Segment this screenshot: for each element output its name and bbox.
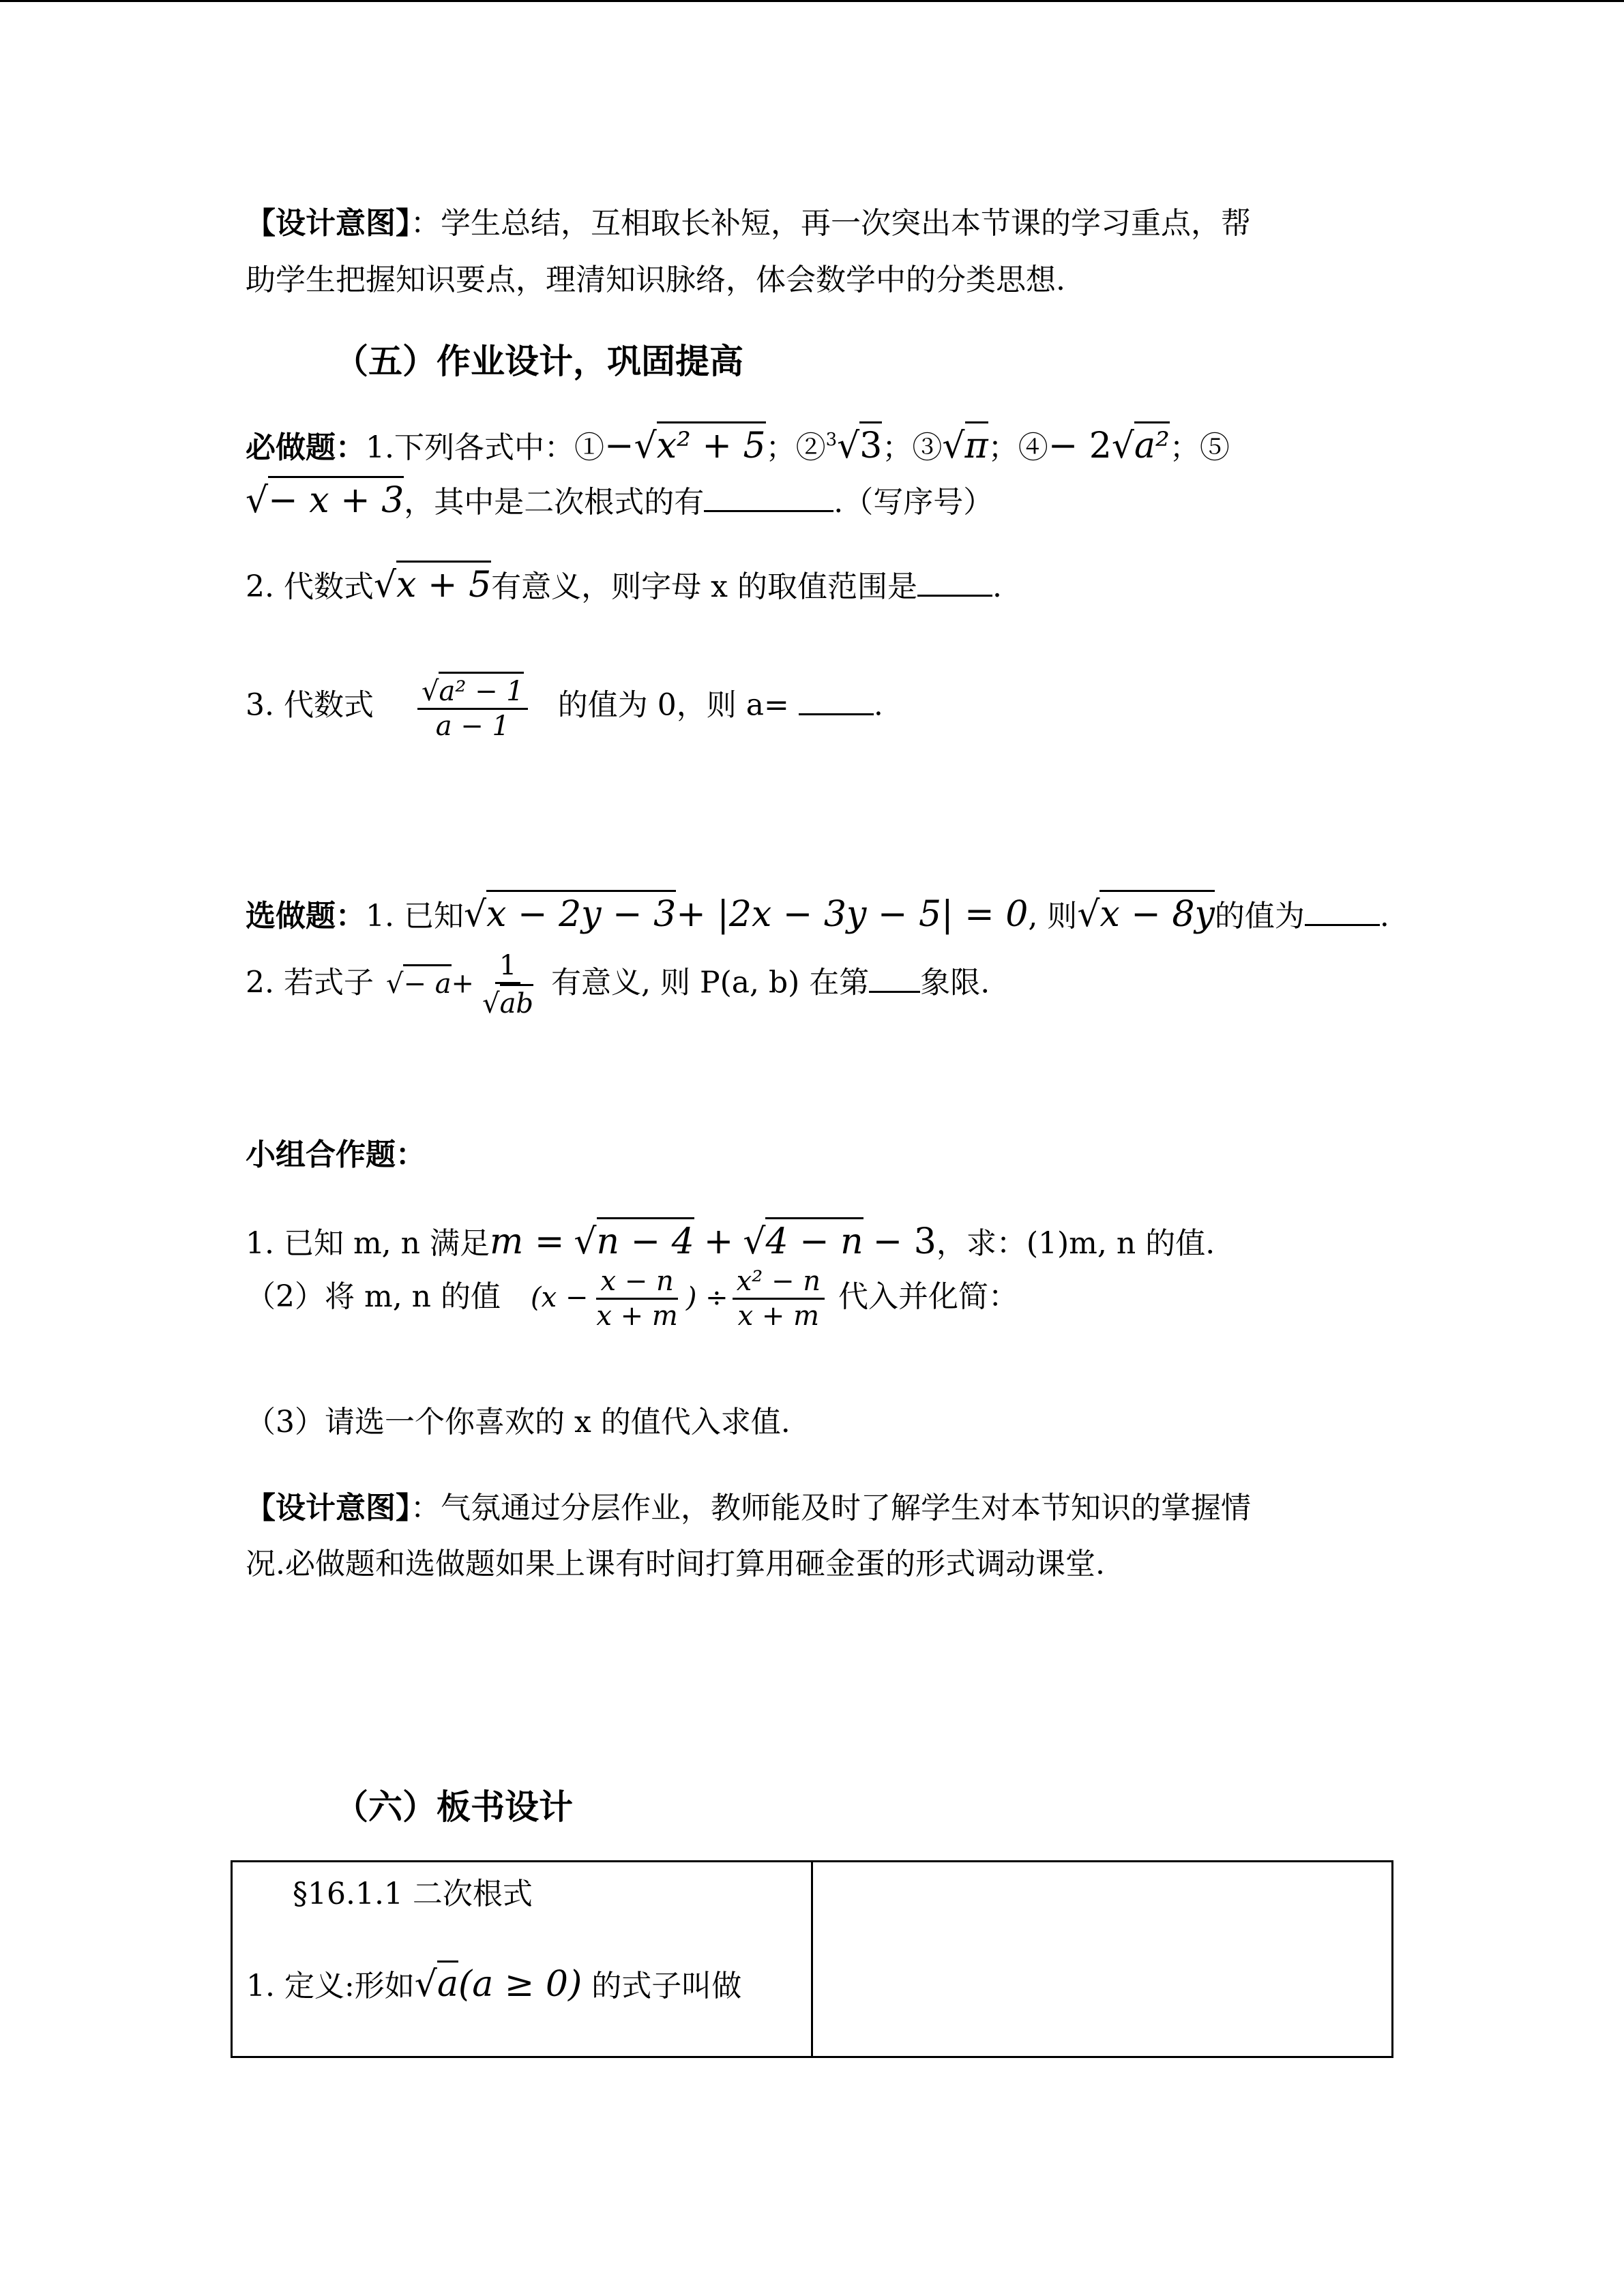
group-q3: （3）请选一个你喜欢的 x 的值代入求值. bbox=[246, 1405, 791, 1440]
required-q2-radicand: x + 5 bbox=[396, 561, 491, 606]
optional-q2-intro: 2. 若式子 bbox=[246, 965, 374, 1000]
page-top-border bbox=[0, 0, 1624, 2]
expr2-radicand: 3 bbox=[859, 421, 882, 467]
group-q2 bbox=[246, 1265, 1018, 1332]
required-q3-end: . bbox=[873, 687, 883, 723]
optional-q2-end: 象限. bbox=[920, 965, 990, 1000]
group-q1-tail: ，求：(1)m, n 的值. bbox=[936, 1226, 1215, 1261]
answer-blank-5[interactable] bbox=[869, 991, 920, 993]
group-q1-minus: − 3 bbox=[872, 1221, 936, 1262]
board-right-cell bbox=[812, 1862, 1393, 2057]
intent-2-line-1 bbox=[246, 1491, 1251, 1527]
optional-q1-mid: + |2x − 3y − 5| = 0 bbox=[676, 894, 1029, 935]
answer-blank-1[interactable] bbox=[704, 510, 833, 512]
group-q1: 1. 已知 m, n 满足m = √n − 4 + √4 − n − 3，求：(1)m, n 的值. bbox=[246, 1217, 1215, 1263]
board-def-tail: 的式子叫做 bbox=[591, 1969, 742, 2003]
required-label: 必做题： bbox=[246, 430, 366, 465]
optional-q1-end: . bbox=[1379, 899, 1389, 934]
optional-q2-fraction: $\frac{1}{√ab}$ bbox=[482, 950, 534, 1019]
group-label: 小组合作题： bbox=[246, 1137, 426, 1172]
group-q2-num-1: x − n bbox=[596, 1265, 677, 1300]
optional-label: 选做题： bbox=[246, 899, 366, 934]
required-q3-intro: 3. 代数式 bbox=[246, 687, 374, 723]
intent-1-line-2: 助学生把握知识要点，理清知识脉络，体会数学中的分类思想. bbox=[246, 263, 1065, 297]
expr5-radicand: − x + 3 bbox=[268, 476, 404, 522]
optional-q1: 选做题：1. 已知√x − 2y − 3+ |2x − 3y − 5| = 0, 则√x − 8y的值为 . bbox=[246, 890, 1389, 936]
required-q1-line-2: √− x + 3，其中是二次根式的有 .（写序号） bbox=[246, 476, 993, 522]
intent-2-line-2: 况.必做题和选做题如果上课有时间打算用砸金蛋的形式调动课堂. bbox=[246, 1547, 1105, 1581]
optional-q1-radicand-1: x − 2y − 3 bbox=[486, 890, 676, 936]
board-def-condition: (a ≥ 0) bbox=[458, 1964, 582, 2005]
required-q3-fraction: $\frac{\text{√a² − 1}}{a - 1}$ bbox=[417, 672, 528, 743]
answer-blank-4[interactable] bbox=[1305, 924, 1380, 926]
answer-blank-3[interactable] bbox=[799, 713, 874, 715]
optional-q1-tail: 的值为 bbox=[1214, 899, 1305, 934]
intent-1-label: 【设计意图】 bbox=[246, 206, 411, 241]
optional-q2-numerator: 1 bbox=[495, 949, 520, 984]
optional-q2-plus: + bbox=[451, 968, 475, 1000]
group-q1-radicand-2: 4 − n bbox=[765, 1217, 863, 1263]
optional-q2-tail: 有意义, 则 P(a, b) 在第 bbox=[551, 965, 870, 1000]
required-q3-denominator: a − 1 bbox=[435, 711, 510, 742]
intent-1-line-1 bbox=[246, 206, 1251, 242]
section-6-heading: （六）板书设计 bbox=[334, 1787, 573, 1827]
group-q1-m: m = bbox=[489, 1221, 565, 1262]
expr1-minus: − bbox=[604, 426, 634, 466]
group-q2-open: (x − bbox=[531, 1282, 589, 1313]
expr2-index: 3 bbox=[825, 430, 838, 450]
expr1-radicand: x² + 5 bbox=[657, 421, 766, 467]
sep-4: ；④ bbox=[988, 430, 1048, 465]
expr4-radicand: a² bbox=[1134, 421, 1170, 467]
group-q2-den-1: x + m bbox=[596, 1300, 678, 1332]
required-q3-numerator: a² − 1 bbox=[439, 672, 523, 708]
expr4-coef: − 2 bbox=[1048, 426, 1112, 466]
optional-q1-radicand-2: x − 8y bbox=[1099, 890, 1214, 936]
required-q1-intro: 1.下列各式中：① bbox=[366, 430, 604, 465]
sep-3: ；③ bbox=[882, 430, 943, 465]
required-q1-tail: ，其中是二次根式的有 bbox=[404, 485, 705, 520]
board-def-radicand: a bbox=[437, 1960, 458, 2005]
board-title: §16.1.1 二次根式 bbox=[293, 1877, 533, 1911]
required-q2-intro: 2. 代数式 bbox=[246, 569, 374, 604]
required-q1-line-1: 必做题：1.下列各式中：①−√x² + 5；②$^3$√3；③√π；④− 2√a²；⑤ bbox=[246, 421, 1230, 467]
group-q2-tail: 代入并化简： bbox=[838, 1279, 1018, 1314]
optional-q2: 2. 若式子 √− a+ $\frac{1}{√ab}$ 有意义, 则 P(a, b) 在第 象限. bbox=[246, 950, 990, 1019]
section-5-heading: （五）作业设计，巩固提高 bbox=[334, 341, 743, 381]
sep-2: ；② bbox=[765, 430, 826, 465]
group-q1-plus: + bbox=[703, 1221, 734, 1262]
group-q1-intro: 1. 已知 m, n 满足 bbox=[246, 1226, 490, 1261]
required-q2-end: . bbox=[992, 569, 1002, 604]
required-q3-tail: 的值为 0，则 a= bbox=[557, 687, 789, 723]
board-design-table bbox=[231, 1860, 1393, 2058]
sep-5: ；⑤ bbox=[1169, 430, 1230, 465]
board-left-cell bbox=[232, 1862, 812, 2057]
required-q3 bbox=[246, 672, 883, 743]
required-q1-end: .（写序号） bbox=[833, 485, 994, 520]
group-q2-num-2: x² − n bbox=[733, 1265, 825, 1300]
expr3-radicand: π bbox=[965, 421, 988, 467]
required-q2: 2. 代数式√x + 5有意义，则字母 x 的取值范围是 . bbox=[246, 561, 1002, 606]
optional-q1-intro: 1. 已知 bbox=[366, 899, 464, 934]
board-definition: 1. 定义:形如√a(a ≥ 0) 的式子叫做 bbox=[246, 1960, 741, 2005]
group-q2-intro: （2）将 m, n 的值 bbox=[246, 1279, 501, 1314]
intent-1-text-1: ：学生总结，互相取长补短，再一次突出本节课的学习重点，帮 bbox=[411, 206, 1251, 241]
group-q1-radicand-1: n − 4 bbox=[597, 1217, 694, 1263]
optional-q2-denominator: ab bbox=[500, 984, 533, 1020]
optional-q1-then: , 则 bbox=[1028, 899, 1078, 934]
group-q2-den-2: x + m bbox=[737, 1300, 820, 1332]
board-def-intro: 1. 定义:形如 bbox=[246, 1969, 415, 2003]
group-q2-fraction-1 bbox=[592, 1265, 681, 1332]
answer-blank-2[interactable] bbox=[917, 595, 992, 597]
intent-2-text-1: ：气氛通过分层作业，教师能及时了解学生对本节知识的掌握情 bbox=[411, 1491, 1251, 1525]
group-q2-fraction-2 bbox=[733, 1265, 825, 1332]
required-q2-tail: 有意义，则字母 x 的取值范围是 bbox=[491, 569, 917, 604]
group-q2-div: ) ÷ bbox=[685, 1282, 728, 1313]
optional-q2-radicand: − a bbox=[403, 964, 451, 1000]
intent-2-label: 【设计意图】 bbox=[246, 1491, 411, 1525]
